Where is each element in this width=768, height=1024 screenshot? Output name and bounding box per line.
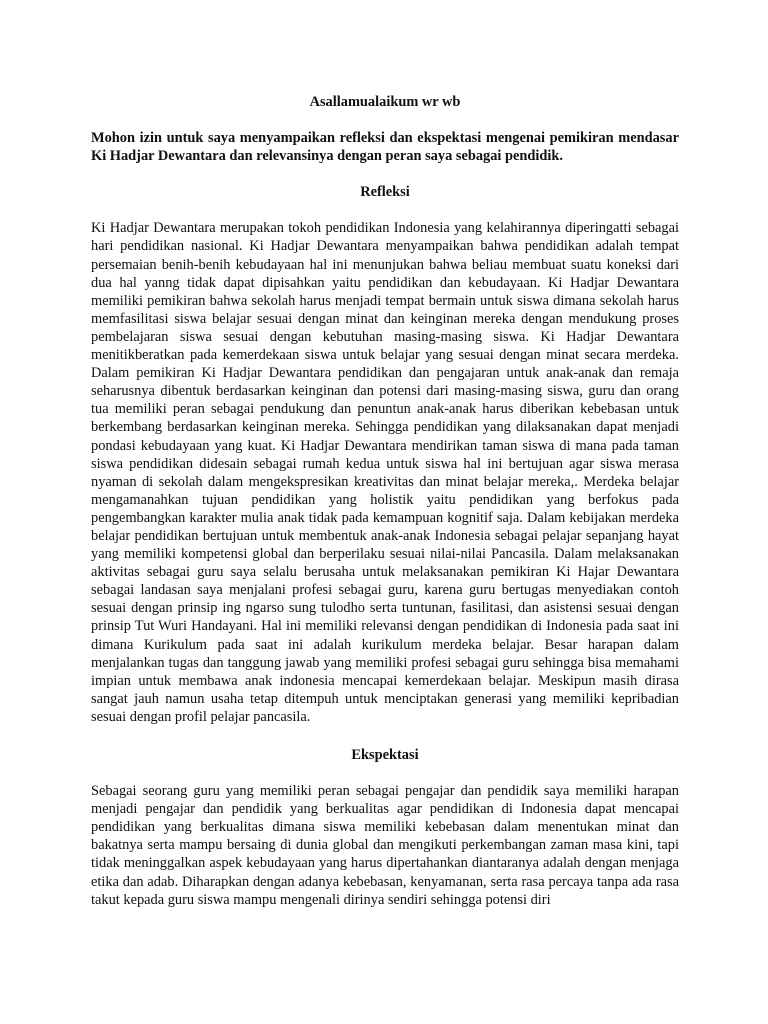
document-page	[91, 93, 679, 929]
greeting-heading: Asallamualaikum wr wb	[309, 94, 461, 110]
section-title-ekspektasi: Ekspektasi	[351, 747, 419, 763]
section-body-refleksi: Ki Hadjar Dewantara merupakan tokoh pendidikan Indonesia yang kelahirannya diperingatti sebagai hari pendidikan nasional. Ki Hadjar Dewantara menyampaikan bahwa pendidikan adalah tempat persemaian benih-benih kebudayaan hal ini menunjukan bahwa beliau membuat suatu koneksi dari dua hal yanng tidak dapat dipisahkan yaitu pendidikan dan kebudayaan. Ki Hadjar Dewantara memiliki pemikiran bahwa sekolah harus menjadi tempat bermain untuk siswa dimana sekolah harus memfasilitasi siswa belajar sesuai dengan minat dan keinginan mereka dengan mendukung proses pembelajaran siswa sesuai dengan kebutuhan masing-masing siswa. Ki Hadjar Dewantara menitikberatkan pada kemerdekaan siswa untuk belajar yang sesuai dengan minat secara merdeka. Dalam pemikiran Ki Hadjar Dewantara pendidikan dan pengajaran untuk anak-anak dan remaja seharusnya dibentuk berdasarkan keinginan dan potensi dari masing-masing siswa, guru dan orang tua memiliki peran sebagai pendukung dan penuntun anak-anak harus diberikan kebebasan untuk berkembang berdasarkan keinginan mereka. Sehingga pendidikan yang dilaksanakan dapat menjadi pondasi kebudayaan yang kuat. Ki Hadjar Dewantara mendirikan taman siswa di mana pada taman siswa pendidikan didesain sebagai rumah kedua untuk siswa hal ini bertujuan agar siswa merasa nyaman di sekolah dalam mengekspresikan kreativitas dan minat belajar mereka,. Merdeka belajar mengamanahkan tujuan pendidikan yang holistik yaitu pendidikan yang berfokus pada pengembangkan karakter mulia anak tidak pada kemampuan kognitif saja. Dalam kebijakan merdeka belajar pendidikan bertujuan untuk membentuk anak-anak Indonesia sebagai pelajar sepanjang hayat yang memiliki kompetensi global dan berperilaku sesuai nilai-nilai Pancasila. Dalam melaksanakan aktivitas sebagai guru saya selalu berusaha untuk melaksanakan pemikiran Ki Hajar Dewantara sebagai landasan saya menjalani profesi sebagai guru, karena guru bertugas menyediakan contoh sesuai dengan prinsip ing ngarso sung tulodho serta tuntunan, fasilitasi, dan asistensi sesuai dengan prinsip Tut Wuri Handayani. Hal ini memiliki relevansi dengan pendidikan di Indonesia pada saat ini dimana Kurikulum pada saat ini adalah kurikulum merdeka belajar. Besar harapan dalam menjalankan tugas dan tanggung jawab yang memiliki profesi sebagai guru sehingga bisa memahami impian untuk membawa anak indonesia mencapai kemerdekaan belajar. Meskipun masih dirasa sangat jauh namun usaha tetap ditempuh untuk menciptakan generasi yang memiliki kepribadian sesuai dengan profil pelajar pancasila.	[91, 220, 679, 725]
section-title-refleksi: Refleksi	[360, 184, 410, 201]
section-body-ekspektasi: Sebagai seorang guru yang memiliki peran sebagai pengajar dan pendidik saya memiliki harapan menjadi pengajar dan pendidik yang berkualitas agar pendidikan di Indonesia dapat mencapai pendidikan yang berkualitas dimana siswa memiliki kebebasan dalam menentukan minat dan bakatnya serta mampu bersaing di dunia global dan mengikuti perkembangan zaman masa kini, tapi tidak meninggalkan aspek kebudayaan yang harus dipertahankan diantaranya adalah dengan menjaga etika dan adab. Diharapkan dengan adanya kebebasan, kenyamanan, serta rasa percaya tanpa ada rasa takut kepada guru siswa mampu mengenali dirinya sendiri sehingga potensi diri	[91, 783, 679, 908]
intro-paragraph: Mohon izin untuk saya menyampaikan refleksi dan ekspektasi mengenai pemikiran mendasar Ki Hadjar Dewantara dan relevansinya dengan peran saya sebagai pendidik.	[91, 130, 679, 165]
